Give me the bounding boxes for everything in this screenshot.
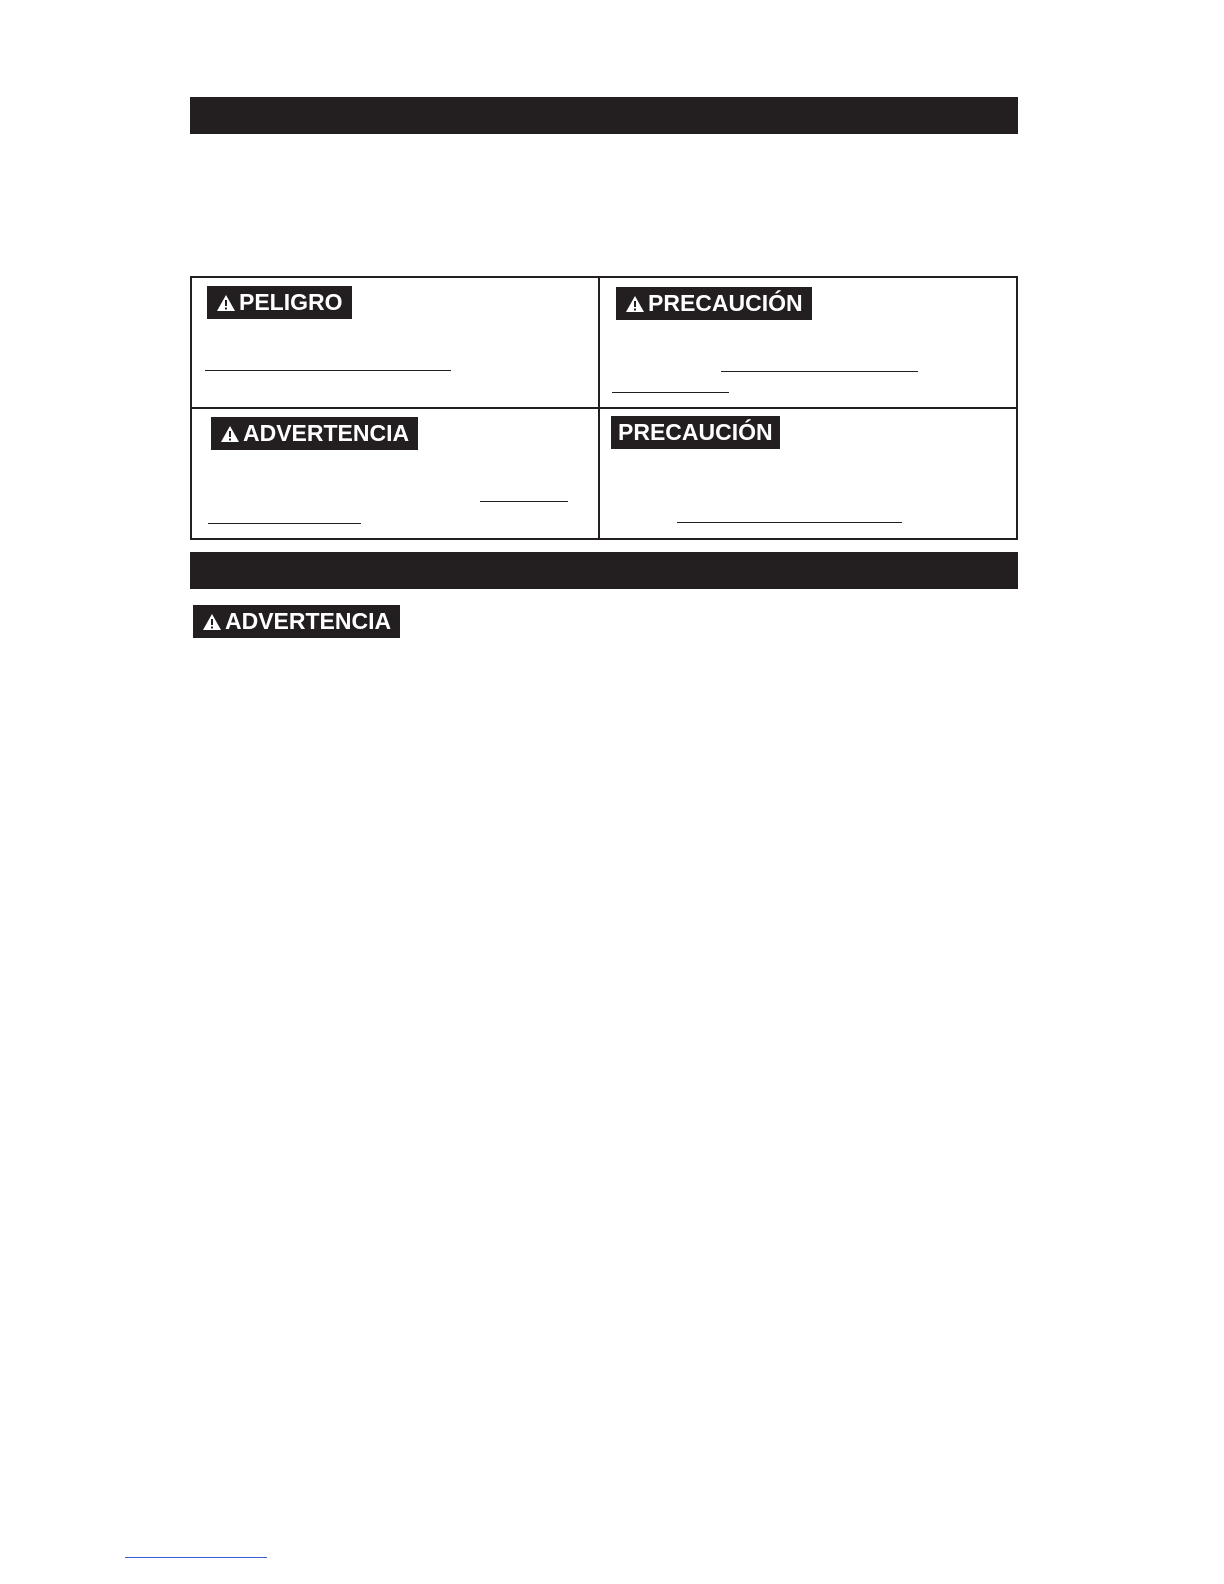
warning-triangle-icon [216,294,236,312]
section-header-bar-top [190,97,1018,134]
caution-no-symbol-label [611,416,780,449]
signal-word-table [190,276,1018,540]
caution-label [616,287,812,320]
warning-label [211,417,418,450]
caution-no-symbol-text-rule [677,522,902,523]
section-header-bar-safety [190,552,1018,589]
danger-label [207,286,352,319]
table-horizontal-divider [192,407,1016,409]
caution-no-symbol-label-text: PRECAUCIÓN [618,419,773,445]
caution-text-rule-1 [721,371,918,372]
warning-label-text: ADVERTENCIA [243,420,410,446]
footer-link-rule [125,1557,267,1558]
safety-warning-label [193,605,400,638]
warning-text-rule-2 [208,523,361,524]
caution-text-rule-2 [612,392,729,393]
warning-text-rule-1 [480,501,568,502]
danger-text-rule [205,370,451,371]
caution-label-text: PRECAUCIÓN [648,290,803,316]
warning-triangle-icon [625,295,645,313]
safety-warning-label-text: ADVERTENCIA [225,608,392,634]
warning-triangle-icon [202,613,222,631]
warning-triangle-icon [220,425,240,443]
danger-label-text: PELIGRO [239,289,343,315]
